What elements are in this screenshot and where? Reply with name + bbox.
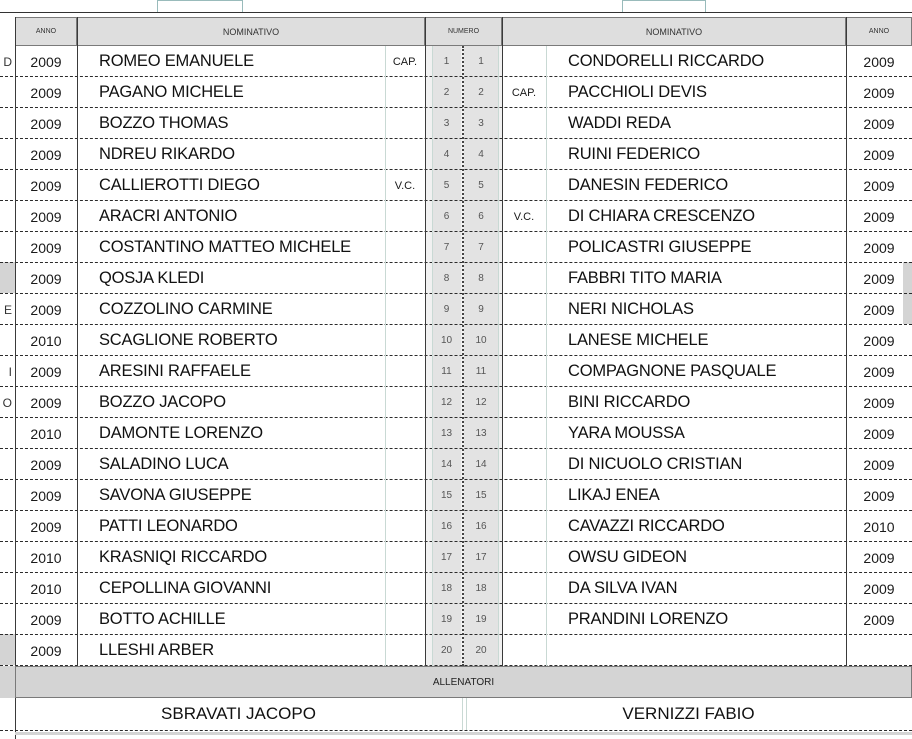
player-year-left: 2009	[30, 270, 62, 287]
player-year-left: 2010	[30, 549, 62, 566]
player-name-right: CONDORELLI RICCARDO	[568, 52, 765, 70]
edge-mark: I	[8, 364, 12, 379]
player-name-right: WADDI REDA	[568, 114, 671, 132]
edge-mark: O	[2, 395, 12, 410]
player-number-right: 18	[464, 573, 498, 604]
player-number-left: 13	[432, 418, 461, 449]
number-divider	[498, 46, 499, 666]
player-name-left: ROMEO EMANUELE	[99, 52, 254, 70]
player-role-right	[502, 511, 546, 542]
player-name-right: FABBRI TITO MARIA	[568, 269, 722, 287]
player-year-left: 2009	[30, 301, 62, 318]
player-name-left: CALLIEROTTI DIEGO	[99, 176, 260, 194]
player-number-left: 2	[432, 77, 461, 108]
player-year-left: 2009	[30, 115, 62, 132]
column-divider	[425, 17, 426, 666]
player-number-left: 12	[432, 387, 461, 418]
column-divider	[502, 17, 503, 666]
coach-right: VERNIZZI FABIO	[622, 704, 755, 723]
player-number-right: 20	[464, 635, 498, 666]
player-name-left: COZZOLINO CARMINE	[99, 300, 273, 318]
player-role-right	[502, 356, 546, 387]
player-number-left: 8	[432, 263, 461, 294]
player-year-right: 2009	[863, 549, 895, 566]
player-number-left: 20	[432, 635, 461, 666]
player-name-left: BOZZO THOMAS	[99, 114, 229, 132]
player-role-right	[502, 294, 546, 325]
coach-divider	[466, 698, 467, 730]
player-role-right	[502, 635, 546, 666]
player-role-right	[502, 139, 546, 170]
player-name-right: CAVAZZI RICCARDO	[568, 517, 725, 535]
player-year-right: 2009	[863, 208, 895, 225]
player-name-right: NERI NICHOLAS	[568, 300, 694, 318]
player-number-right: 11	[464, 356, 498, 387]
player-number-right: 7	[464, 232, 498, 263]
player-name-right: DI CHIARA CRESCENZO	[568, 207, 755, 225]
player-number-left: 15	[432, 480, 461, 511]
coach-left: SBRAVATI JACOPO	[161, 704, 316, 723]
player-year-left: 2009	[30, 518, 62, 535]
player-number-left: 9	[432, 294, 461, 325]
player-year-left: 2009	[30, 611, 62, 628]
player-number-left: 10	[432, 325, 461, 356]
player-year-right: 2009	[863, 115, 895, 132]
player-name-right: OWSU GIDEON	[568, 548, 687, 566]
player-name-left: SAVONA GIUSEPPE	[99, 486, 252, 504]
player-year-right: 2009	[863, 53, 895, 70]
player-role-right: CAP.	[511, 86, 537, 99]
player-role-left: CAP.	[392, 55, 418, 68]
player-name-right: RUINI FEDERICO	[568, 145, 700, 163]
player-number-right: 19	[464, 604, 498, 635]
player-role-right	[502, 573, 546, 604]
player-role-left	[385, 325, 425, 356]
player-number-right: 17	[464, 542, 498, 573]
player-name-right: DA SILVA IVAN	[568, 579, 678, 597]
header-year-left: ANNO	[15, 17, 77, 46]
player-number-right: 1	[464, 46, 498, 77]
player-name-right: PACCHIOLI DEVIS	[568, 83, 707, 101]
player-year-right: 2009	[863, 487, 895, 504]
player-name-left: NDREU RIKARDO	[99, 145, 235, 163]
player-year-right: 2009	[863, 177, 895, 194]
edge-mark: E	[3, 302, 12, 317]
player-name-left: PAGANO MICHELE	[99, 83, 244, 101]
player-role-right	[502, 46, 546, 77]
player-name-right: LIKAJ ENEA	[568, 486, 660, 504]
player-name-right: PRANDINI LORENZO	[568, 610, 728, 628]
player-role-left	[385, 604, 425, 635]
player-name-left: COSTANTINO MATTEO MICHELE	[99, 238, 351, 256]
player-number-left: 1	[432, 46, 461, 77]
player-role-left	[385, 77, 425, 108]
player-role-left	[385, 387, 425, 418]
player-name-left: PATTI LEONARDO	[99, 517, 238, 535]
player-name-left: ARACRI ANTONIO	[99, 207, 238, 225]
player-role-left	[385, 139, 425, 170]
player-name-right: DANESIN FEDERICO	[568, 176, 728, 194]
column-divider	[77, 17, 78, 666]
player-number-right: 3	[464, 108, 498, 139]
player-year-right: 2009	[863, 84, 895, 101]
player-role-right	[502, 542, 546, 573]
player-name-left: QOSJA KLEDI	[99, 269, 205, 287]
player-role-left	[385, 635, 425, 666]
player-year-left: 2010	[30, 580, 62, 597]
player-year-right: 2009	[863, 332, 895, 349]
player-year-right: 2009	[863, 239, 895, 256]
player-role-left	[385, 201, 425, 232]
player-name-right: COMPAGNONE PASQUALE	[568, 362, 777, 380]
bottom-section-strip	[15, 732, 912, 735]
player-name-right: BINI RICCARDO	[568, 393, 691, 411]
player-year-left: 2009	[30, 456, 62, 473]
player-year-right: 2009	[863, 611, 895, 628]
player-year-left: 2009	[30, 239, 62, 256]
player-number-left: 16	[432, 511, 461, 542]
player-role-left	[385, 573, 425, 604]
player-role-right: V.C.	[513, 210, 535, 223]
coach-left-edge	[0, 666, 15, 698]
player-number-right: 8	[464, 263, 498, 294]
player-name-left: SALADINO LUCA	[99, 455, 229, 473]
player-number-right: 16	[464, 511, 498, 542]
player-year-left: 2010	[30, 332, 62, 349]
player-role-left	[385, 449, 425, 480]
player-number-left: 4	[432, 139, 461, 170]
player-number-right: 4	[464, 139, 498, 170]
player-name-left: CEPOLLINA GIOVANNI	[99, 579, 272, 597]
number-midline	[462, 46, 464, 666]
player-number-left: 7	[432, 232, 461, 263]
player-year-right: 2009	[863, 363, 895, 380]
player-role-right	[502, 263, 546, 294]
player-role-right	[502, 170, 546, 201]
player-number-right: 6	[464, 201, 498, 232]
player-number-right: 12	[464, 387, 498, 418]
player-role-left	[385, 542, 425, 573]
header-name-right: NOMINATIVO	[502, 17, 846, 46]
player-role-left	[385, 232, 425, 263]
player-name-right	[546, 635, 846, 666]
player-role-left	[385, 263, 425, 294]
player-number-right: 15	[464, 480, 498, 511]
header-name-left: NOMINATIVO	[77, 17, 425, 46]
column-divider	[15, 17, 16, 666]
column-divider	[846, 17, 847, 666]
left-edge-shade	[0, 634, 15, 665]
player-year-left: 2009	[30, 487, 62, 504]
player-number-right: 14	[464, 449, 498, 480]
player-role-left: V.C.	[394, 179, 416, 192]
player-year-right	[846, 635, 912, 666]
player-number-left: 11	[432, 356, 461, 387]
player-number-left: 19	[432, 604, 461, 635]
player-year-left: 2009	[30, 642, 62, 659]
player-role-right	[502, 232, 546, 263]
player-role-left	[385, 294, 425, 325]
player-year-right: 2009	[863, 301, 895, 318]
player-number-left: 14	[432, 449, 461, 480]
player-role-left	[385, 418, 425, 449]
player-name-right: LANESE MICHELE	[568, 331, 709, 349]
player-role-left	[385, 108, 425, 139]
column-divider-light	[385, 46, 386, 666]
left-edge-shade	[0, 262, 15, 293]
player-year-left: 2010	[30, 425, 62, 442]
player-number-left: 6	[432, 201, 461, 232]
player-number-left: 5	[432, 170, 461, 201]
player-role-right	[502, 604, 546, 635]
player-number-left: 18	[432, 573, 461, 604]
player-year-left: 2009	[30, 53, 62, 70]
player-name-left: KRASNIQI RICCARDO	[99, 548, 268, 566]
player-name-left: DAMONTE LORENZO	[99, 424, 263, 442]
edge-mark: D	[3, 54, 12, 69]
player-year-left: 2009	[30, 146, 62, 163]
player-number-left: 3	[432, 108, 461, 139]
player-role-right	[502, 449, 546, 480]
player-role-right	[502, 387, 546, 418]
player-year-left: 2009	[30, 208, 62, 225]
player-role-right	[502, 108, 546, 139]
coach-divider	[462, 698, 463, 730]
player-role-left	[385, 356, 425, 387]
player-year-left: 2009	[30, 84, 62, 101]
player-role-left	[385, 480, 425, 511]
player-number-right: 5	[464, 170, 498, 201]
player-year-left: 2009	[30, 394, 62, 411]
header-year-right: ANNO	[846, 17, 912, 46]
player-year-right: 2009	[863, 146, 895, 163]
player-role-left	[385, 511, 425, 542]
player-year-left: 2009	[30, 177, 62, 194]
player-name-left: BOZZO JACOPO	[99, 393, 226, 411]
player-role-right	[502, 480, 546, 511]
player-year-left: 2009	[30, 363, 62, 380]
player-year-right: 2010	[863, 518, 895, 535]
player-number-right: 13	[464, 418, 498, 449]
player-name-right: POLICASTRI GIUSEPPE	[568, 238, 752, 256]
player-year-right: 2009	[863, 425, 895, 442]
player-year-right: 2009	[863, 270, 895, 287]
player-name-right: DI NICUOLO CRISTIAN	[568, 455, 743, 473]
player-number-right: 9	[464, 294, 498, 325]
player-name-right: YARA MOUSSA	[568, 424, 685, 442]
player-number-right: 2	[464, 77, 498, 108]
player-year-right: 2009	[863, 456, 895, 473]
player-role-right	[502, 418, 546, 449]
player-year-right: 2009	[863, 580, 895, 597]
player-number-left: 17	[432, 542, 461, 573]
player-name-left: LLESHI ARBER	[99, 641, 214, 659]
coach-divider-bottom	[0, 730, 912, 731]
column-divider-light	[546, 46, 547, 666]
number-divider	[432, 46, 433, 666]
coaches-header: ALLENATORI	[15, 666, 912, 698]
player-name-left: ARESINI RAFFAELE	[99, 362, 251, 380]
player-role-right	[502, 325, 546, 356]
player-number-right: 10	[464, 325, 498, 356]
header-number: NUMERO	[425, 17, 502, 46]
player-name-left: SCAGLIONE ROBERTO	[99, 331, 278, 349]
top-rule	[0, 12, 912, 13]
player-year-right: 2009	[863, 394, 895, 411]
player-name-left: BOTTO ACHILLE	[99, 610, 226, 628]
